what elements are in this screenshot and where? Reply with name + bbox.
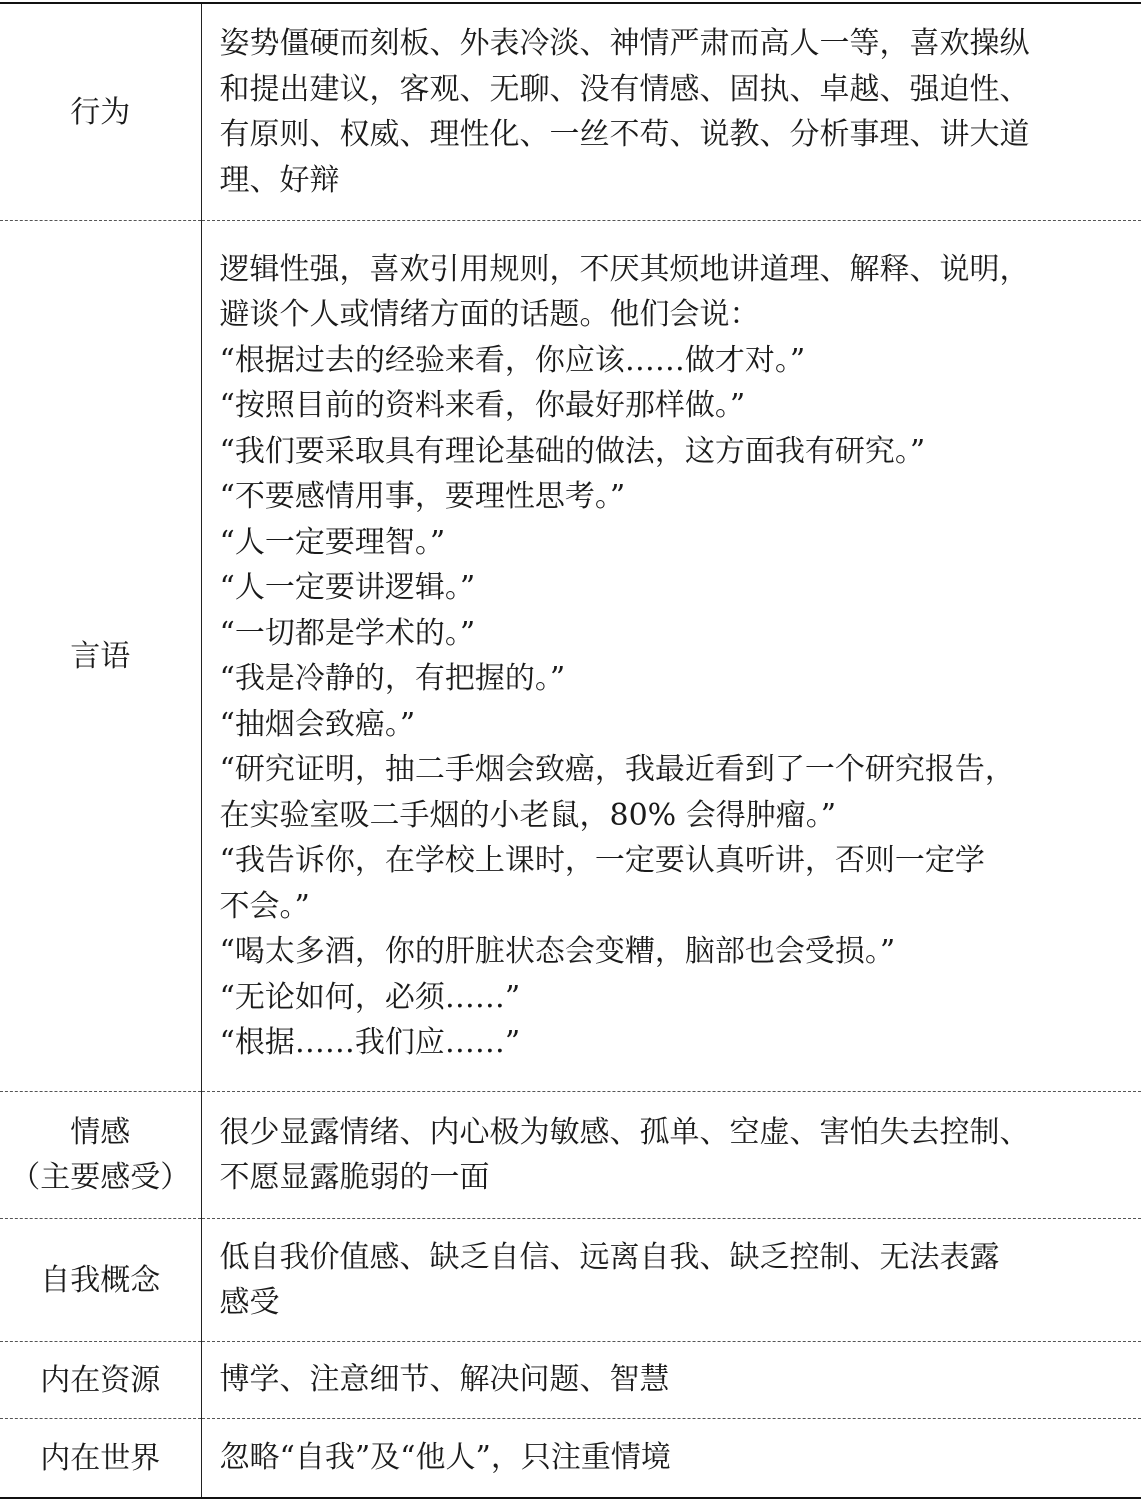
trait-table [0, 2, 1141, 1499]
content-line: 忽略“自我”及“他人”，只注重情境 [219, 1440, 671, 1476]
row-content [201, 221, 1141, 1092]
trait-table-page [0, 2, 1141, 1499]
content-line: “研究证明，抽二手烟会致癌，我最近看到了一个研究报告， [219, 752, 1015, 787]
table-row-emotion [0, 1092, 1141, 1219]
row-label [0, 1342, 201, 1419]
content-line: “我告诉你，在学校上课时，一定要认真听讲，否则一定学 [219, 843, 985, 878]
content-line: 低自我价值感、缺乏自信、远离自我、缺乏控制、无法表露 [219, 1239, 1000, 1275]
row-label [0, 221, 201, 1092]
table-row-speech [0, 221, 1141, 1092]
content-line: 感受 [219, 1285, 280, 1320]
row-label-text: 言语 [70, 638, 131, 674]
row-label-text: 情感 [70, 1115, 131, 1150]
content-line: 逻辑性强，喜欢引用规则，不厌其烦地讲道理、解释、说明， [219, 251, 1030, 287]
row-label-subtext: （主要感受） [10, 1160, 191, 1195]
row-content [201, 1342, 1141, 1419]
row-label-text: 内在资源 [40, 1362, 161, 1398]
content-line: “一切都是学术的。” [219, 615, 476, 651]
content-line: 姿势僵硬而刻板、外表冷淡、神情严肃而高人一等，喜欢操纵 [219, 26, 1030, 61]
content-line: “无论如何，必须……” [219, 979, 521, 1015]
table-row-inner-world [0, 1419, 1141, 1499]
row-label [0, 1419, 201, 1499]
row-label-text: 内在世界 [40, 1440, 161, 1476]
table-row-inner-resources [0, 1342, 1141, 1419]
content-line: 在实验室吸二手烟的小老鼠，80% 会得肿瘤。” [219, 797, 837, 833]
content-line: “不要感情用事，要理性思考。” [219, 479, 626, 514]
row-label [0, 1219, 201, 1342]
table-row-self-concept [0, 1219, 1141, 1342]
content-line: 很少显露情绪、内心极为敏感、孤单、空虚、害怕失去控制、 [219, 1114, 1030, 1150]
content-line: 理、好辩 [219, 162, 340, 198]
row-content [201, 1219, 1141, 1342]
content-line: 博学、注意细节、解决问题、智慧 [219, 1362, 670, 1398]
content-line: “抽烟会致癌。” [219, 706, 416, 742]
content-line: 避谈个人或情绪方面的话题。他们会说： [219, 297, 760, 332]
row-label [0, 3, 201, 221]
content-line: 有原则、权威、理性化、一丝不苟、说教、分析事理、讲大道 [219, 117, 1030, 152]
content-line: “我是冷静的，有把握的。” [219, 661, 566, 696]
content-line: 不会。” [219, 888, 310, 924]
row-content [201, 1419, 1141, 1499]
table-row-behavior [0, 3, 1141, 221]
content-line: “我们要采取具有理论基础的做法，这方面我有研究。” [219, 433, 926, 469]
content-line: 不愿显露脆弱的一面 [219, 1160, 490, 1195]
content-line: 和提出建议，客观、无聊、没有情感、固执、卓越、强迫性、 [219, 71, 1030, 107]
content-line: “根据过去的经验来看，你应该……做才对。” [219, 342, 806, 378]
row-label-text: 行为 [70, 94, 131, 130]
row-label-text: 自我概念 [40, 1262, 161, 1298]
row-content [201, 1092, 1141, 1219]
content-line: “人一定要讲逻辑。” [219, 570, 476, 605]
content-line: “人一定要理智。” [219, 524, 446, 560]
content-line: “喝太多酒，你的肝脏状态会变糟，脑部也会受损。” [219, 934, 896, 969]
row-content [201, 3, 1141, 221]
content-line: “根据……我们应……” [219, 1025, 521, 1060]
content-line: “按照目前的资料来看，你最好那样做。” [219, 388, 746, 423]
row-label [0, 1092, 201, 1219]
